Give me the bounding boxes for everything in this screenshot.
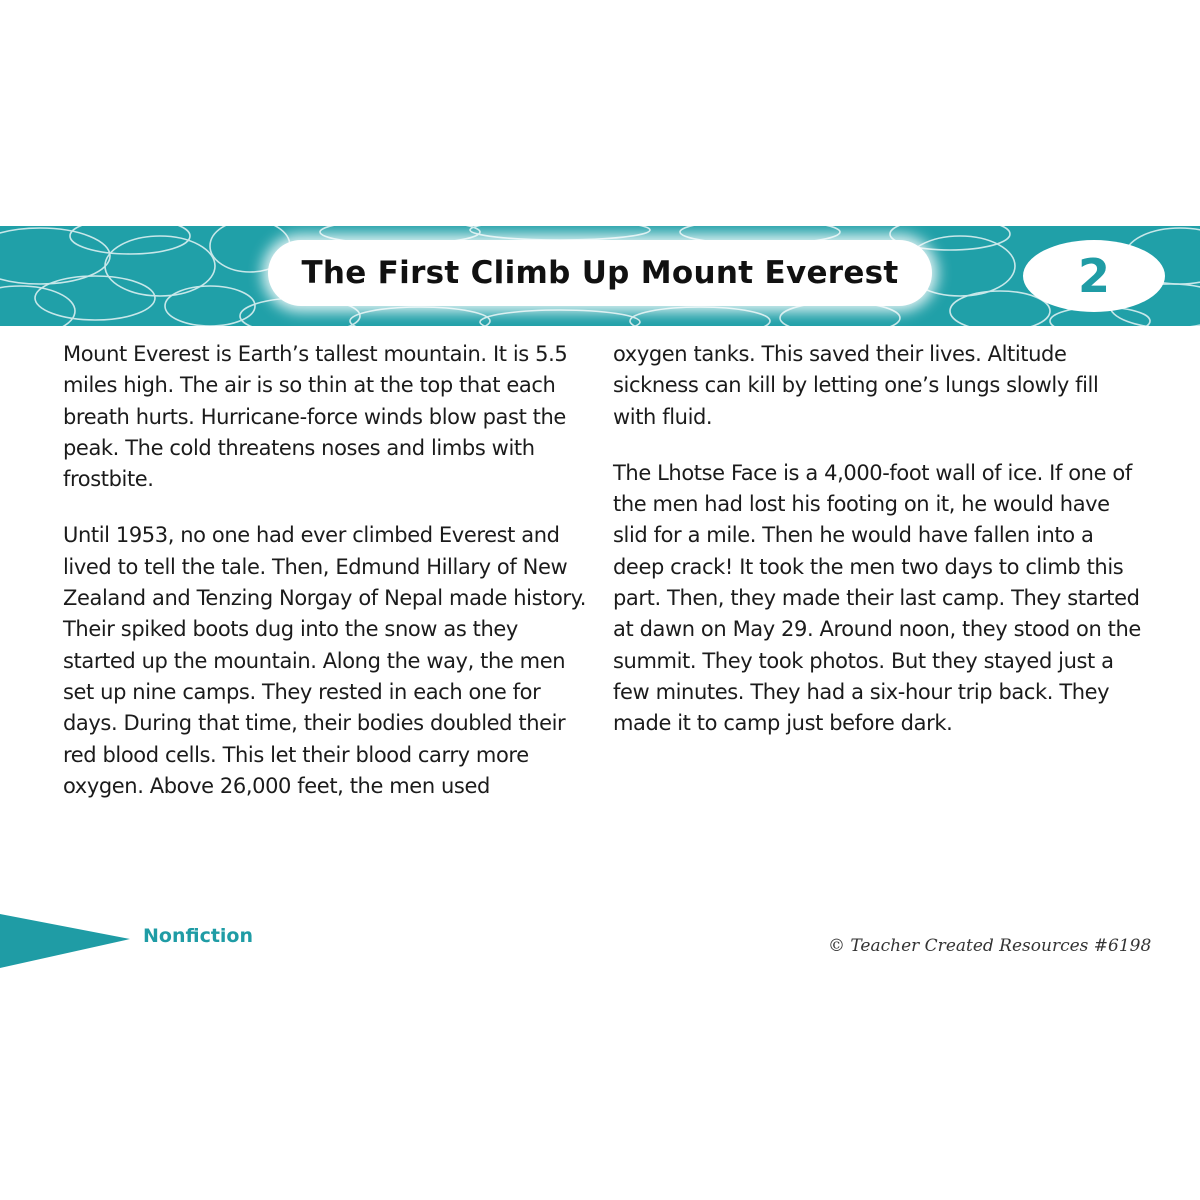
right-column [613,339,1143,765]
card-number-badge [1023,240,1165,312]
left-column [63,339,593,827]
paragraph: oxygen tanks. This saved their lives. Altitude sickness can kill by letting one’s lungs slowly fill with fluid. [613,342,1099,429]
page-title: The First Climb Up Mount Everest [301,255,899,291]
title-pill [268,240,932,306]
genre-label: Nonfiction [143,925,254,947]
pennant-triangle-decoration [0,912,135,972]
paragraph: The Lhotse Face is a 4,000-foot wall of ice. If one of the men had lost his footing on it, he would have slid for a mile. Then he would have fallen into a deep crack! It took the men two days to climb this part. Then, they made their last camp. They started at dawn on May 29. Around noon, they stood on the summit. They took photos. But they stayed just a few minutes. They had a six-hour trip back. They made it to camp just before dark. [613,460,1141,736]
title-banner [0,226,1200,326]
paragraph: Mount Everest is Earth’s tallest mountain. It is 5.5 miles high. The air is so thin at the top that each breath hurts. Hurricane-force winds blow past the peak. The cold threatens noses and limbs with frostbite. [63,342,568,492]
card-number: 2 [1077,249,1110,303]
copyright-notice: © Teacher Created Resources #6198 [828,936,1152,956]
paragraph: Until 1953, no one had ever climbed Everest and lived to tell the tale. Then, Edmund Hillary of New Zealand and Tenzing Norgay of Nepal made history. Their spiked boots dug into the snow as they started up the mountain. Along the way, the men set up nine camps. They rested in each one for days. During that time, their bodies doubled their red blood cells. This let their blood carry more oxygen. Above 26,000 feet, the men used [63,523,586,798]
